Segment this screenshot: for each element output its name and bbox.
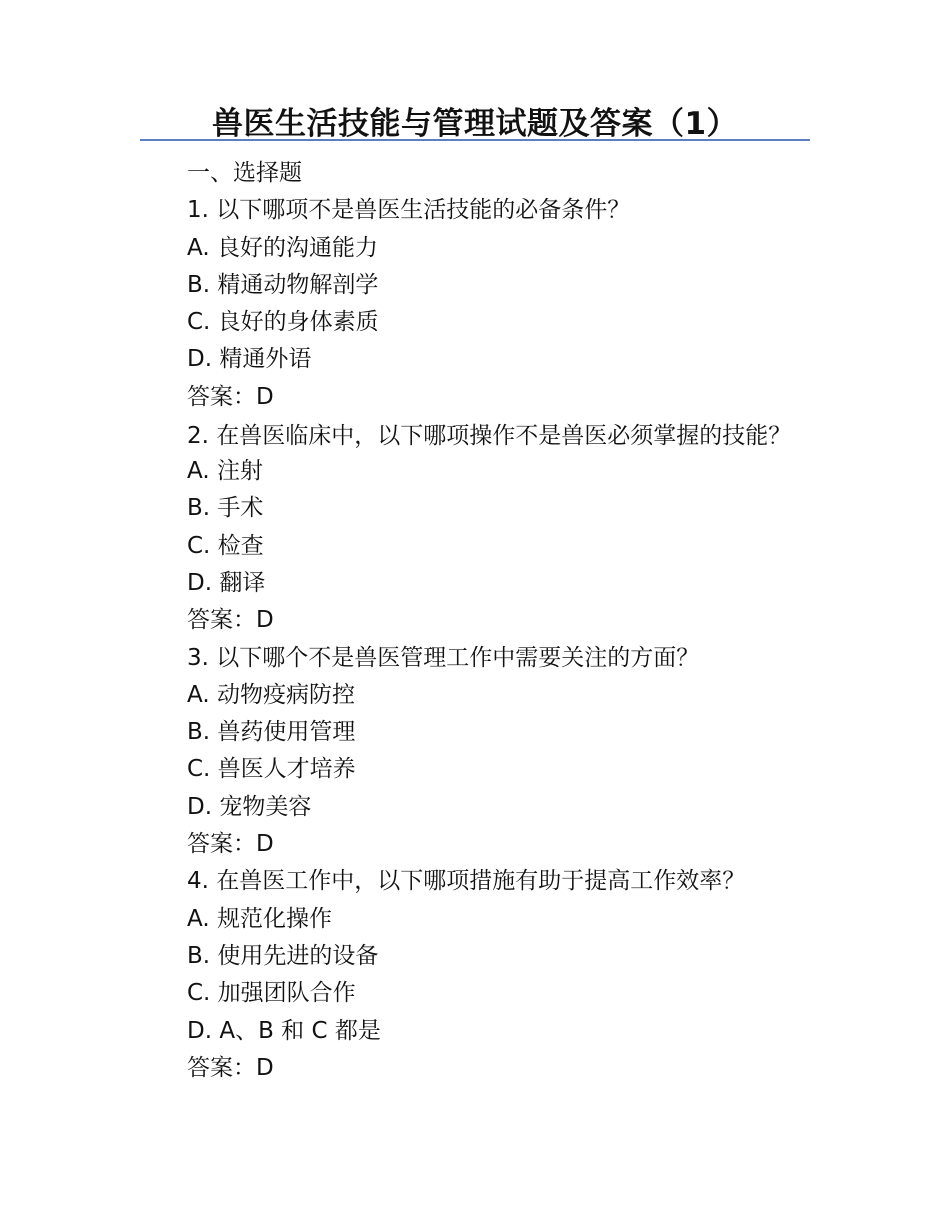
- question-stem: 2. 在兽医临床中，以下哪项操作不是兽医必须掌握的技能？: [187, 423, 792, 450]
- option-d: D. 精通外语: [187, 346, 312, 373]
- section-heading: 一、选择题: [187, 160, 302, 186]
- question-stem: 1. 以下哪项不是兽医生活技能的必备条件？: [187, 197, 631, 224]
- title-underline: [140, 139, 810, 141]
- option-d: D. 宠物美容: [187, 793, 312, 820]
- option-b: B. 精通动物解剖学: [187, 271, 379, 298]
- answer: 答案：D: [187, 607, 274, 634]
- option-c: C. 加强团队合作: [187, 980, 356, 1007]
- option-b: B. 兽药使用管理: [187, 719, 356, 746]
- option-b: B. 使用先进的设备: [187, 942, 379, 969]
- question-2: [140, 416, 800, 639]
- option-a: A. 良好的沟通能力: [187, 234, 378, 261]
- option-d: D. A、B 和 C 都是: [187, 1017, 381, 1044]
- option-a: A. 规范化操作: [187, 905, 332, 932]
- answer: 答案：D: [187, 1054, 274, 1081]
- answer: 答案：D: [187, 383, 274, 410]
- option-c: C. 良好的身体素质: [187, 309, 379, 336]
- option-a: A. 注射: [187, 458, 263, 485]
- option-c: C. 兽医人才培养: [187, 756, 356, 783]
- option-d: D. 翻译: [187, 569, 266, 596]
- document-title: 兽医生活技能与管理试题及答案（1）: [211, 106, 739, 142]
- option-b: B. 手术: [187, 495, 264, 522]
- question-stem: 4. 在兽医工作中，以下哪项措施有助于提高工作效率？: [187, 868, 746, 895]
- question-3: [140, 640, 800, 864]
- document-body: [140, 155, 800, 1087]
- question-4: [140, 863, 800, 1087]
- option-a: A. 动物疫病防控: [187, 681, 355, 708]
- option-c: C. 检查: [187, 532, 264, 559]
- answer: 答案：D: [187, 831, 274, 858]
- question-1: [140, 192, 800, 416]
- question-stem: 3. 以下哪个不是兽医管理工作中需要关注的方面？: [187, 644, 700, 671]
